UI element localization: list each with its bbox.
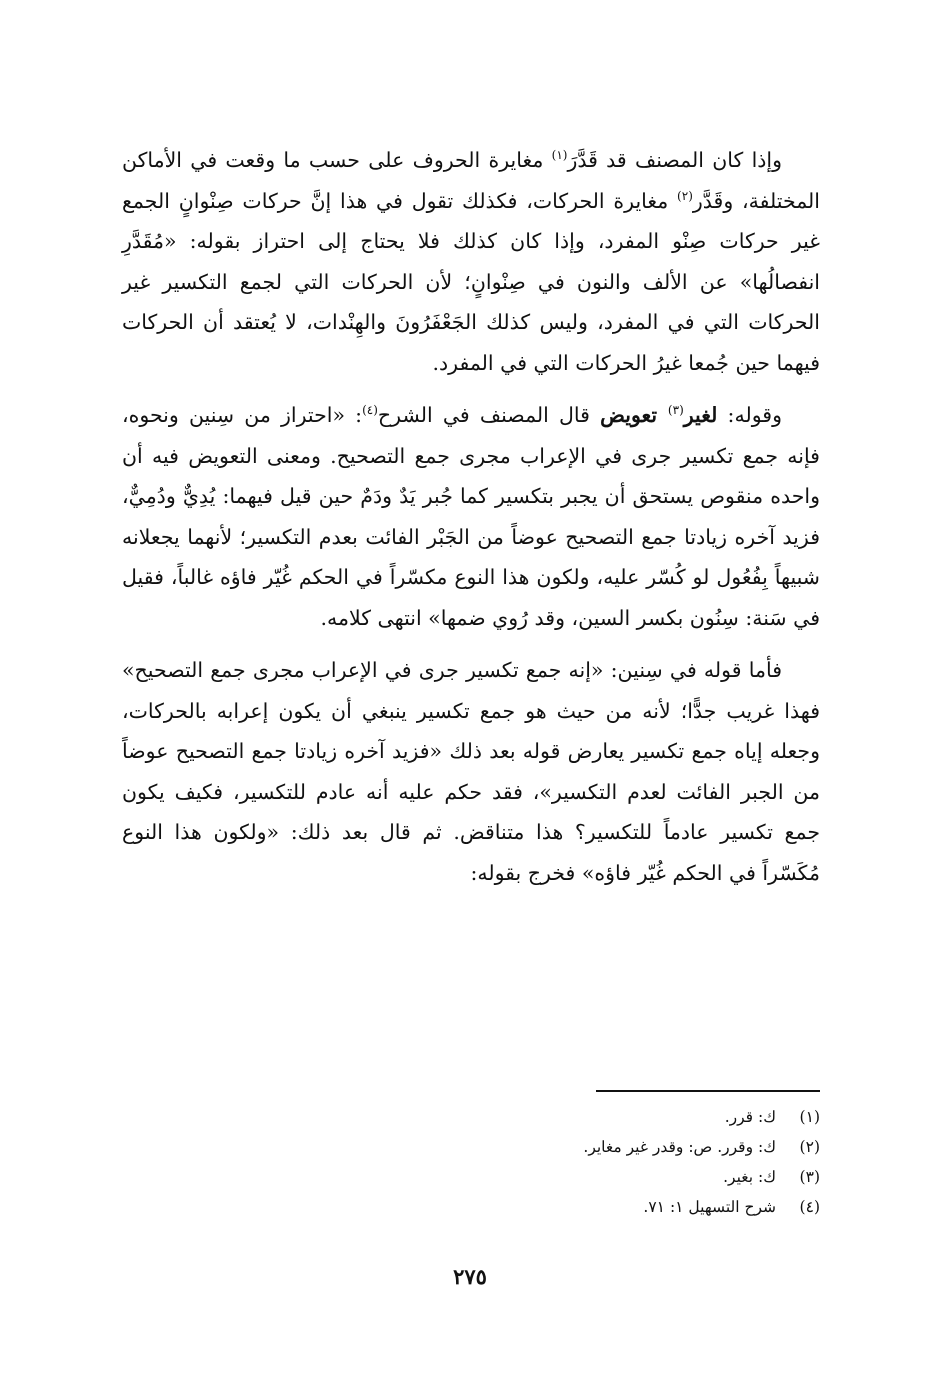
footnote-number: (٤) bbox=[799, 1198, 820, 1216]
footnotes bbox=[400, 1102, 820, 1222]
footnote-number: (٢) bbox=[799, 1138, 820, 1156]
footnote-marker: (٢) bbox=[677, 188, 693, 203]
footnote-number: (١) bbox=[799, 1108, 820, 1126]
footnote-marker: (٤) bbox=[362, 403, 378, 418]
footnote-text: ك: بغير. bbox=[723, 1168, 776, 1186]
text-run: قال المصنف في الشرح bbox=[377, 403, 601, 427]
footnote bbox=[400, 1192, 820, 1222]
text-run: : «احتراز من سِنين ونحوه، فإنه جمع تكسير جرى في الإعراب مجرى جمع التصحيح. ومعنى التعويض فيه أن واحده منقوص يستحق أن يجبر بتكسير كما جُبر يَدٌ ودَمٌ حين قيل فيهما: يُدِيٌّ ودُمِيٌّ، فزيد آخره زيادتا جمع التصحيح عوضاً من الجَبْر الفائت بعدم التكسير؛ لأنهما يجعلانه شبيهاً بِفُعُول لو كُسّر عليه، ولكون هذا النوع مكسّراً في الحكم غُيّر فاؤه غالباً، فقيل في سَنة: سِنُون بكسر السين، وقد رُوي ضمها» انتهى كلامه. bbox=[122, 403, 820, 630]
footnote bbox=[400, 1132, 820, 1162]
bold-term: لغير bbox=[683, 403, 718, 427]
main-text bbox=[122, 140, 820, 905]
bold-term: تعويض bbox=[600, 403, 668, 427]
footnote-separator bbox=[596, 1090, 820, 1092]
footnote-marker: (١) bbox=[551, 148, 568, 163]
footnote-number: (٣) bbox=[799, 1168, 820, 1186]
paragraph bbox=[122, 395, 820, 638]
footnote-marker: (٣) bbox=[667, 403, 684, 418]
footnote bbox=[400, 1162, 820, 1192]
text-run: وإذا كان المصنف قد قَدَّرَ bbox=[567, 148, 782, 172]
footnote-text: ك: وقرر. ص: وقدر غير مغاير. bbox=[583, 1138, 776, 1156]
text-run: مغايرة الحركات، فكذلك تقول في هذا إنَّ حركات صِنْوانٍ الجمع غير حركات صِنْو المفرد، وإذا كان كذلك فلا يحتاج إلى احتراز بقوله: «مُقَدَّرِ انفصالُها» عن الألف والنون في صِنْوانٍ؛ لأن الحركات التي لجمع التكسير غير الحركات التي في المفرد، وليس كذلك الجَعْفَرُونَ والهِنْدات، لا يُعتقد أن الحركات فيهما حين جُمعا غيرُ الحركات التي في المفرد. bbox=[122, 188, 820, 375]
text-run: وقوله: bbox=[717, 403, 782, 427]
paragraph bbox=[122, 140, 820, 383]
text-run: فأما قوله في سِنين: «إنه جمع تكسير جرى في الإعراب مجرى جمع التصحيح» فهذا غريب جدًّا؛ لأنه من حيث هو جمع تكسير ينبغي أن يكون إعرابه بالحركات، وجعله إياه جمع تكسير يعارض قوله بعد ذلك «فزيد آخره زيادتا جمع التصحيح عوضاً من الجبر الفائت لعدم التكسير»، فقد حكم عليه أنه عادم للتكسير، فكيف يكون جمع تكسير عادماً للتكسير؟ هذا متناقض. ثم قال بعد ذلك: «ولكون هذا النوع مُكَسّراً في الحكم غُيّر فاؤه» فخرج بقوله: bbox=[122, 658, 820, 885]
paragraph bbox=[122, 650, 820, 893]
footnote-text: شرح التسهيل ١: ٧١. bbox=[643, 1198, 776, 1216]
footnote-text: ك: قرر. bbox=[724, 1108, 776, 1126]
footnote bbox=[400, 1102, 820, 1132]
page-number: ٢٧٥ bbox=[453, 1264, 487, 1289]
text-run: مغايرة الحروف على حسب ما وقعت في الأماكن المختلفة، وقَدَّر bbox=[122, 148, 820, 213]
